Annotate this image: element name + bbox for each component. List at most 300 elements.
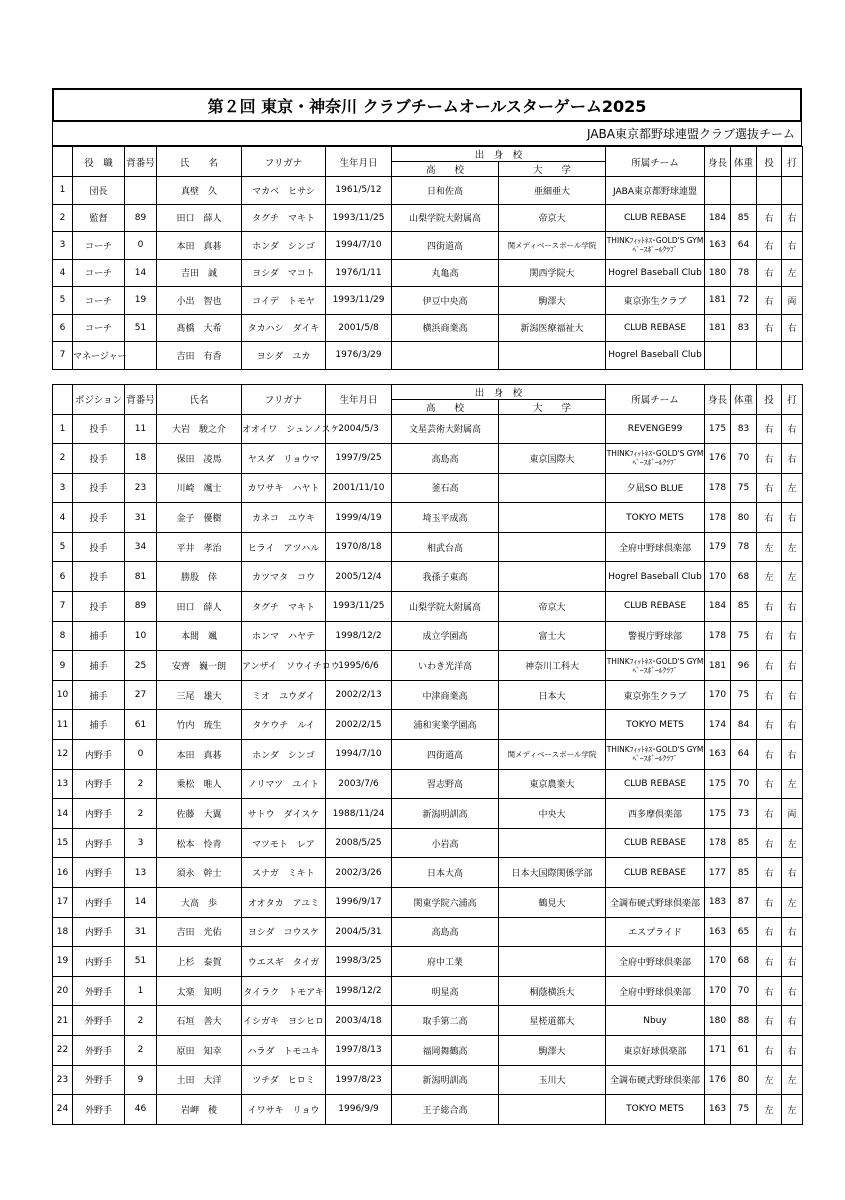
header-height: 身長 [705, 384, 731, 414]
cell-kana: イシガキ ヨシヒロ [242, 1006, 326, 1036]
cell-kana: ヨシダ マコト [242, 259, 326, 287]
cell-throw: 右 [757, 1006, 782, 1036]
cell-birth: 2002/2/13 [326, 680, 392, 710]
cell-height: 184 [705, 592, 731, 622]
cell-weight: 80 [731, 1065, 757, 1095]
cell-number: 23 [125, 473, 157, 503]
cell-univ: 日本大国際関係学部 [499, 858, 606, 888]
cell-kana: ヒライ アツハル [242, 532, 326, 562]
header-birth: 生年月日 [326, 147, 392, 177]
cell-univ: 亜細亜大 [499, 177, 606, 205]
cell-high: 新潟明訓高 [392, 1065, 499, 1095]
cell-high: 高島高 [392, 444, 499, 474]
cell-univ: 関メディベースボール学院 [499, 740, 606, 770]
cell-height: 180 [705, 259, 731, 287]
players-header-row [53, 384, 803, 399]
cell-name: 乗松 唯人 [157, 769, 242, 799]
cell-high: 相武台高 [392, 532, 499, 562]
cell-throw: 右 [757, 503, 782, 533]
cell-position: 外野手 [73, 1065, 125, 1095]
cell-no: 7 [53, 342, 73, 370]
table-row [53, 740, 803, 770]
cell-team: TOKYO METS [606, 503, 705, 533]
cell-bat: 左 [782, 1095, 803, 1125]
cell-weight: 70 [731, 976, 757, 1006]
cell-birth: 1988/11/24 [326, 799, 392, 829]
cell-throw: 右 [757, 444, 782, 474]
cell-position: 内野手 [73, 917, 125, 947]
cell-name: 髙橋 大希 [157, 314, 242, 342]
cell-birth: 1996/9/17 [326, 888, 392, 918]
cell-team: 全調布硬式野球倶楽部 [606, 1065, 705, 1095]
cell-univ: 帝京大 [499, 592, 606, 622]
cell-bat: 右 [782, 444, 803, 474]
cell-weight: 65 [731, 917, 757, 947]
cell-bat: 右 [782, 232, 803, 260]
cell-bat: 右 [782, 680, 803, 710]
cell-number: 81 [125, 562, 157, 592]
cell-bat: 右 [782, 1035, 803, 1065]
cell-position: 内野手 [73, 769, 125, 799]
cell-throw: 右 [757, 828, 782, 858]
cell-no: 5 [53, 287, 73, 315]
cell-throw: 右 [757, 888, 782, 918]
cell-weight: 75 [731, 473, 757, 503]
cell-name: 小出 智也 [157, 287, 242, 315]
table-row [53, 858, 803, 888]
cell-high: 王子総合高 [392, 1095, 499, 1125]
cell-kana: ノリマツ ユイト [242, 769, 326, 799]
cell-high: いわき光洋高 [392, 651, 499, 681]
cell-position: 投手 [73, 592, 125, 622]
cell-univ: 関西学院大 [499, 259, 606, 287]
cell-role: コーチ [73, 314, 125, 342]
cell-bat: 右 [782, 740, 803, 770]
cell-weight: 85 [731, 204, 757, 232]
cell-bat: 右 [782, 1006, 803, 1036]
cell-weight: 83 [731, 314, 757, 342]
team-subtitle: JABA東京都野球連盟クラブ選抜チーム [52, 122, 802, 146]
staff-header-row [53, 147, 803, 162]
cell-univ [499, 532, 606, 562]
cell-name: 吉田 有香 [157, 342, 242, 370]
cell-number: 0 [125, 232, 157, 260]
cell-number: 2 [125, 799, 157, 829]
cell-position: 捕手 [73, 710, 125, 740]
table-row [53, 562, 803, 592]
document-title: 第２回 東京・神奈川 クラブチームオールスターゲーム2025 [52, 88, 802, 122]
cell-kana: タイラク トモアキ [242, 976, 326, 1006]
cell-bat: 左 [782, 828, 803, 858]
cell-number: 10 [125, 621, 157, 651]
cell-throw: 右 [757, 947, 782, 977]
cell-birth: 1997/8/23 [326, 1065, 392, 1095]
cell-team: Hogrel Baseball Club [606, 562, 705, 592]
cell-number: 14 [125, 888, 157, 918]
header-school-group: 出 身 校 [392, 147, 606, 162]
cell-high: 小岩高 [392, 828, 499, 858]
cell-birth: 1993/11/25 [326, 204, 392, 232]
cell-no: 20 [53, 976, 73, 1006]
cell-height: 178 [705, 503, 731, 533]
cell-position: 投手 [73, 503, 125, 533]
cell-bat: 左 [782, 532, 803, 562]
cell-high: 文星芸術大附属高 [392, 414, 499, 444]
cell-height: 178 [705, 828, 731, 858]
cell-number [125, 342, 157, 370]
cell-kana: マツモト レア [242, 828, 326, 858]
cell-throw: 右 [757, 858, 782, 888]
cell-height: 163 [705, 917, 731, 947]
cell-throw: 右 [757, 740, 782, 770]
cell-height: 183 [705, 888, 731, 918]
cell-bat: 右 [782, 947, 803, 977]
cell-univ [499, 947, 606, 977]
header-height: 身長 [705, 147, 731, 177]
cell-high: 浦和実業学園高 [392, 710, 499, 740]
cell-birth: 2002/3/26 [326, 858, 392, 888]
header-team: 所属チーム [606, 384, 705, 414]
cell-number: 11 [125, 414, 157, 444]
cell-number: 1 [125, 976, 157, 1006]
cell-throw: 右 [757, 1035, 782, 1065]
cell-team: TOKYO METS [606, 710, 705, 740]
cell-univ: 星槎道都大 [499, 1006, 606, 1036]
cell-name: 吉田 光佑 [157, 917, 242, 947]
cell-high: 府中工業 [392, 947, 499, 977]
cell-height: 178 [705, 473, 731, 503]
cell-number: 61 [125, 710, 157, 740]
cell-height: 178 [705, 621, 731, 651]
cell-team: 東京好球倶楽部 [606, 1035, 705, 1065]
cell-position: 投手 [73, 473, 125, 503]
cell-throw: 右 [757, 799, 782, 829]
cell-birth: 1993/11/29 [326, 287, 392, 315]
table-row [53, 1095, 803, 1125]
table-row [53, 1006, 803, 1036]
cell-weight: 80 [731, 503, 757, 533]
cell-height: 171 [705, 1035, 731, 1065]
header-birth: 生年月日 [326, 384, 392, 414]
players-body [53, 414, 803, 1124]
cell-kana: サトウ ダイスケ [242, 799, 326, 829]
cell-team: REVENGE99 [606, 414, 705, 444]
table-row [53, 710, 803, 740]
cell-high: 明星高 [392, 976, 499, 1006]
cell-no: 1 [53, 177, 73, 205]
cell-birth: 1995/6/6 [326, 651, 392, 681]
cell-high: 山梨学院大附属高 [392, 204, 499, 232]
cell-throw [757, 177, 782, 205]
cell-kana: イワサキ リョウ [242, 1095, 326, 1125]
cell-high: 関東学院六浦高 [392, 888, 499, 918]
header-kana: フリガナ [242, 147, 326, 177]
cell-high: 釜石高 [392, 473, 499, 503]
cell-number: 34 [125, 532, 157, 562]
cell-role: マネージャー [73, 342, 125, 370]
cell-position: 捕手 [73, 621, 125, 651]
cell-throw: 右 [757, 204, 782, 232]
cell-team: CLUB REBASE [606, 858, 705, 888]
cell-no: 4 [53, 503, 73, 533]
cell-univ: 駒澤大 [499, 1035, 606, 1065]
cell-univ: 関メディベースボール学院 [499, 232, 606, 260]
cell-height: 163 [705, 232, 731, 260]
cell-height: 180 [705, 1006, 731, 1036]
cell-birth: 2003/7/6 [326, 769, 392, 799]
cell-position: 内野手 [73, 828, 125, 858]
cell-birth: 1997/9/25 [326, 444, 392, 474]
cell-univ [499, 562, 606, 592]
cell-name: 保田 凌馬 [157, 444, 242, 474]
cell-high: 習志野高 [392, 769, 499, 799]
cell-number: 2 [125, 769, 157, 799]
cell-name: 金子 優樹 [157, 503, 242, 533]
header-number: 背番号 [125, 384, 157, 414]
cell-weight [731, 342, 757, 370]
table-row [53, 473, 803, 503]
cell-birth: 2004/5/3 [326, 414, 392, 444]
cell-high: 山梨学院大附属高 [392, 592, 499, 622]
cell-throw: 右 [757, 473, 782, 503]
cell-team: Hogrel Baseball Club [606, 342, 705, 370]
cell-high: 埼玉平成高 [392, 503, 499, 533]
cell-number: 31 [125, 917, 157, 947]
cell-birth: 1998/12/2 [326, 621, 392, 651]
cell-height [705, 177, 731, 205]
cell-number: 3 [125, 828, 157, 858]
cell-bat: 左 [782, 888, 803, 918]
cell-birth: 2005/12/4 [326, 562, 392, 592]
cell-name: 本間 颯 [157, 621, 242, 651]
cell-high: 成立学園高 [392, 621, 499, 651]
cell-height: 176 [705, 444, 731, 474]
cell-team: 東京弥生クラブ [606, 680, 705, 710]
cell-weight: 73 [731, 799, 757, 829]
cell-kana: コイデ トモヤ [242, 287, 326, 315]
cell-position: 外野手 [73, 1006, 125, 1036]
cell-bat: 左 [782, 1065, 803, 1095]
cell-no: 17 [53, 888, 73, 918]
header-no [53, 384, 73, 414]
cell-kana: ヨシダ ユカ [242, 342, 326, 370]
cell-height: 174 [705, 710, 731, 740]
table-row [53, 917, 803, 947]
table-row [53, 287, 803, 315]
cell-team: CLUB REBASE [606, 592, 705, 622]
cell-kana: ミオ ユウダイ [242, 680, 326, 710]
cell-weight: 83 [731, 414, 757, 444]
cell-height: 163 [705, 740, 731, 770]
header-high: 高 校 [392, 399, 499, 414]
cell-position: 外野手 [73, 976, 125, 1006]
cell-weight: 61 [731, 1035, 757, 1065]
cell-weight: 70 [731, 444, 757, 474]
cell-name: 岩岬 稜 [157, 1095, 242, 1125]
header-number: 背番号 [125, 147, 157, 177]
table-row [53, 947, 803, 977]
cell-univ: 新潟医療福祉大 [499, 314, 606, 342]
cell-height: 184 [705, 204, 731, 232]
cell-kana: ウエスギ タイガ [242, 947, 326, 977]
cell-weight: 85 [731, 828, 757, 858]
cell-no: 11 [53, 710, 73, 740]
cell-height: 175 [705, 799, 731, 829]
cell-no: 10 [53, 680, 73, 710]
cell-team: THINKﾌｨｯﾄﾈｽ･GOLD'S GYMﾍﾞｰｽﾎﾞｰﾙｸﾗﾌﾞ [606, 740, 705, 770]
cell-number: 2 [125, 1035, 157, 1065]
cell-role: コーチ [73, 232, 125, 260]
cell-name: 松本 怜青 [157, 828, 242, 858]
cell-univ [499, 473, 606, 503]
cell-throw [757, 342, 782, 370]
cell-bat: 右 [782, 917, 803, 947]
cell-no: 2 [53, 204, 73, 232]
cell-number: 46 [125, 1095, 157, 1125]
table-row [53, 1065, 803, 1095]
cell-bat: 両 [782, 287, 803, 315]
cell-univ [499, 917, 606, 947]
cell-bat: 右 [782, 858, 803, 888]
cell-team: JABA東京都野球連盟 [606, 177, 705, 205]
cell-kana: アンザイ ソウイチロウ [242, 651, 326, 681]
header-position: ポジション [73, 384, 125, 414]
table-row [53, 414, 803, 444]
cell-weight: 75 [731, 1095, 757, 1125]
cell-throw: 右 [757, 917, 782, 947]
cell-high: 福岡舞鶴高 [392, 1035, 499, 1065]
table-row [53, 342, 803, 370]
cell-height: 177 [705, 858, 731, 888]
table-row [53, 1035, 803, 1065]
cell-birth: 2001/5/8 [326, 314, 392, 342]
cell-name: 田口 薛人 [157, 592, 242, 622]
staff-body [53, 177, 803, 370]
cell-high [392, 342, 499, 370]
cell-throw: 左 [757, 1065, 782, 1095]
cell-high: 四街道高 [392, 740, 499, 770]
cell-name: 吉田 誠 [157, 259, 242, 287]
cell-weight: 85 [731, 858, 757, 888]
cell-name: 川崎 颯士 [157, 473, 242, 503]
cell-number: 18 [125, 444, 157, 474]
cell-univ: 玉川大 [499, 1065, 606, 1095]
cell-no: 19 [53, 947, 73, 977]
cell-team: 東京弥生クラブ [606, 287, 705, 315]
cell-weight: 72 [731, 287, 757, 315]
cell-high: 我孫子東高 [392, 562, 499, 592]
table-row [53, 621, 803, 651]
cell-birth: 2004/5/31 [326, 917, 392, 947]
cell-no: 8 [53, 621, 73, 651]
cell-birth: 1998/3/25 [326, 947, 392, 977]
cell-height: 163 [705, 1095, 731, 1125]
cell-number: 14 [125, 259, 157, 287]
cell-no: 21 [53, 1006, 73, 1036]
cell-height: 170 [705, 947, 731, 977]
cell-position: 外野手 [73, 1095, 125, 1125]
header-bat: 打 [782, 147, 803, 177]
cell-bat: 両 [782, 799, 803, 829]
cell-name: 平井 孝治 [157, 532, 242, 562]
table-row [53, 232, 803, 260]
cell-throw: 右 [757, 232, 782, 260]
cell-kana: ホンダ シンゴ [242, 232, 326, 260]
cell-univ: 東京農業大 [499, 769, 606, 799]
cell-number: 13 [125, 858, 157, 888]
cell-univ [499, 414, 606, 444]
cell-weight: 84 [731, 710, 757, 740]
cell-univ: 鶴見大 [499, 888, 606, 918]
cell-team: 夕凪SO BLUE [606, 473, 705, 503]
cell-no: 22 [53, 1035, 73, 1065]
cell-number: 19 [125, 287, 157, 315]
cell-name: 原田 知幸 [157, 1035, 242, 1065]
header-univ: 大 学 [499, 162, 606, 177]
cell-kana: ハラダ トモユキ [242, 1035, 326, 1065]
header-no [53, 147, 73, 177]
cell-role: コーチ [73, 259, 125, 287]
cell-birth: 1976/1/11 [326, 259, 392, 287]
cell-height: 181 [705, 314, 731, 342]
cell-position: 投手 [73, 444, 125, 474]
cell-kana: タカハシ ダイキ [242, 314, 326, 342]
cell-name: 竹内 琉生 [157, 710, 242, 740]
cell-name: 須永 幹士 [157, 858, 242, 888]
cell-position: 内野手 [73, 947, 125, 977]
cell-bat: 右 [782, 503, 803, 533]
cell-role: 監督 [73, 204, 125, 232]
header-univ: 大 学 [499, 399, 606, 414]
cell-high: 日和佐高 [392, 177, 499, 205]
cell-no: 3 [53, 232, 73, 260]
table-row [53, 592, 803, 622]
cell-weight: 70 [731, 769, 757, 799]
cell-univ: 日本大 [499, 680, 606, 710]
cell-name: 佐藤 大翼 [157, 799, 242, 829]
cell-name: 大高 歩 [157, 888, 242, 918]
cell-name: 大岩 駿之介 [157, 414, 242, 444]
cell-height: 181 [705, 651, 731, 681]
cell-team: エスプライド [606, 917, 705, 947]
cell-position: 捕手 [73, 651, 125, 681]
cell-number: 25 [125, 651, 157, 681]
cell-no: 3 [53, 473, 73, 503]
cell-no: 1 [53, 414, 73, 444]
cell-position: 投手 [73, 562, 125, 592]
cell-no: 5 [53, 532, 73, 562]
cell-height [705, 342, 731, 370]
cell-throw: 右 [757, 621, 782, 651]
cell-kana: タグチ マキト [242, 204, 326, 232]
cell-weight: 87 [731, 888, 757, 918]
cell-name: 太楽 知明 [157, 976, 242, 1006]
cell-name: 田口 薛人 [157, 204, 242, 232]
cell-no: 6 [53, 314, 73, 342]
cell-birth: 1996/9/9 [326, 1095, 392, 1125]
cell-name: 土田 大洋 [157, 1065, 242, 1095]
cell-position: 内野手 [73, 799, 125, 829]
cell-team: CLUB REBASE [606, 828, 705, 858]
cell-name: 安齊 巍一朗 [157, 651, 242, 681]
table-row [53, 259, 803, 287]
cell-no: 2 [53, 444, 73, 474]
cell-no: 14 [53, 799, 73, 829]
cell-position: 外野手 [73, 1035, 125, 1065]
cell-number: 89 [125, 204, 157, 232]
table-row [53, 314, 803, 342]
cell-number: 9 [125, 1065, 157, 1095]
